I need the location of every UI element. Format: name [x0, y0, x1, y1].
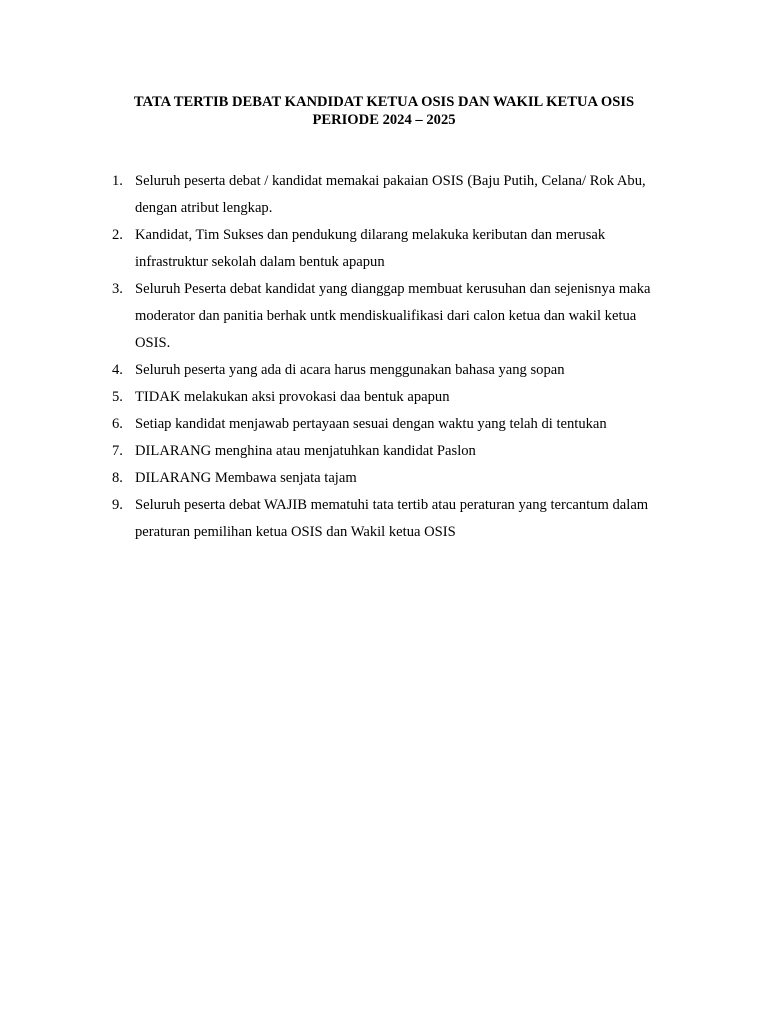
list-item [0, 465, 675, 492]
list-number: 9. [112, 497, 123, 513]
rules-list [0, 168, 768, 546]
list-item-line: TIDAK melakukan aksi provokasi daa bentuk apapun [135, 389, 450, 405]
list-number: 8. [112, 470, 123, 486]
list-number: 4. [112, 362, 123, 378]
list-item [0, 276, 675, 357]
list-item-line: DILARANG Membawa senjata tajam [135, 470, 357, 486]
list-item-line: OSIS. [135, 335, 171, 351]
list-number: 2. [112, 227, 123, 243]
list-item-text [135, 465, 675, 492]
list-item [0, 411, 675, 438]
list-item [0, 222, 675, 276]
list-item-line: moderator dan panitia berhak untk mendiskualifikasi dari calon ketua dan wakil ketua [135, 308, 637, 324]
list-item-line: DILARANG menghina atau menjatuhkan kandidat Paslon [135, 443, 476, 459]
list-item-line: Seluruh peserta debat WAJIB mematuhi tata tertib atau peraturan yang tercantum dalam [135, 497, 649, 513]
list-number: 5. [112, 389, 123, 405]
list-item-line: Seluruh Peserta debat kandidat yang dianggap membuat kerusuhan dan sejenisnya maka [135, 281, 651, 297]
list-item [0, 492, 675, 546]
list-number: 1. [112, 173, 123, 189]
list-item-line: Setiap kandidat menjawab pertayaan sesuai dengan waktu yang telah di tentukan [135, 416, 607, 432]
list-item-text [135, 492, 675, 546]
list-item-text [135, 384, 675, 411]
list-item-text [135, 276, 675, 357]
list-item [0, 438, 675, 465]
list-item-text [135, 438, 675, 465]
title-line-2: PERIODE 2024 – 2025 [312, 112, 456, 128]
list-item-line: dengan atribut lengkap. [135, 200, 273, 216]
list-item-text [135, 168, 675, 222]
title-line-1: TATA TERTIB DEBAT KANDIDAT KETUA OSIS DAN WAKIL KETUA OSIS [133, 94, 635, 110]
list-item [0, 168, 675, 222]
list-item [0, 357, 675, 384]
list-item-text [135, 411, 675, 438]
list-item-line: Seluruh peserta debat / kandidat memakai pakaian OSIS (Baju Putih, Celana/ Rok Abu, [135, 173, 646, 189]
list-item-line: infrastruktur sekolah dalam bentuk apapun [135, 254, 385, 270]
list-item-text [135, 357, 675, 384]
list-item-line: Kandidat, Tim Sukses dan pendukung dilarang melakuka keributan dan merusak [135, 227, 606, 243]
list-item-text [135, 222, 675, 276]
document-title [0, 93, 768, 129]
list-number: 3. [112, 281, 123, 297]
list-number: 6. [112, 416, 123, 432]
list-item-line: Seluruh peserta yang ada di acara harus menggunakan bahasa yang sopan [135, 362, 565, 378]
list-item [0, 384, 675, 411]
list-number: 7. [112, 443, 123, 459]
list-item-line: peraturan pemilihan ketua OSIS dan Wakil ketua OSIS [135, 524, 456, 540]
